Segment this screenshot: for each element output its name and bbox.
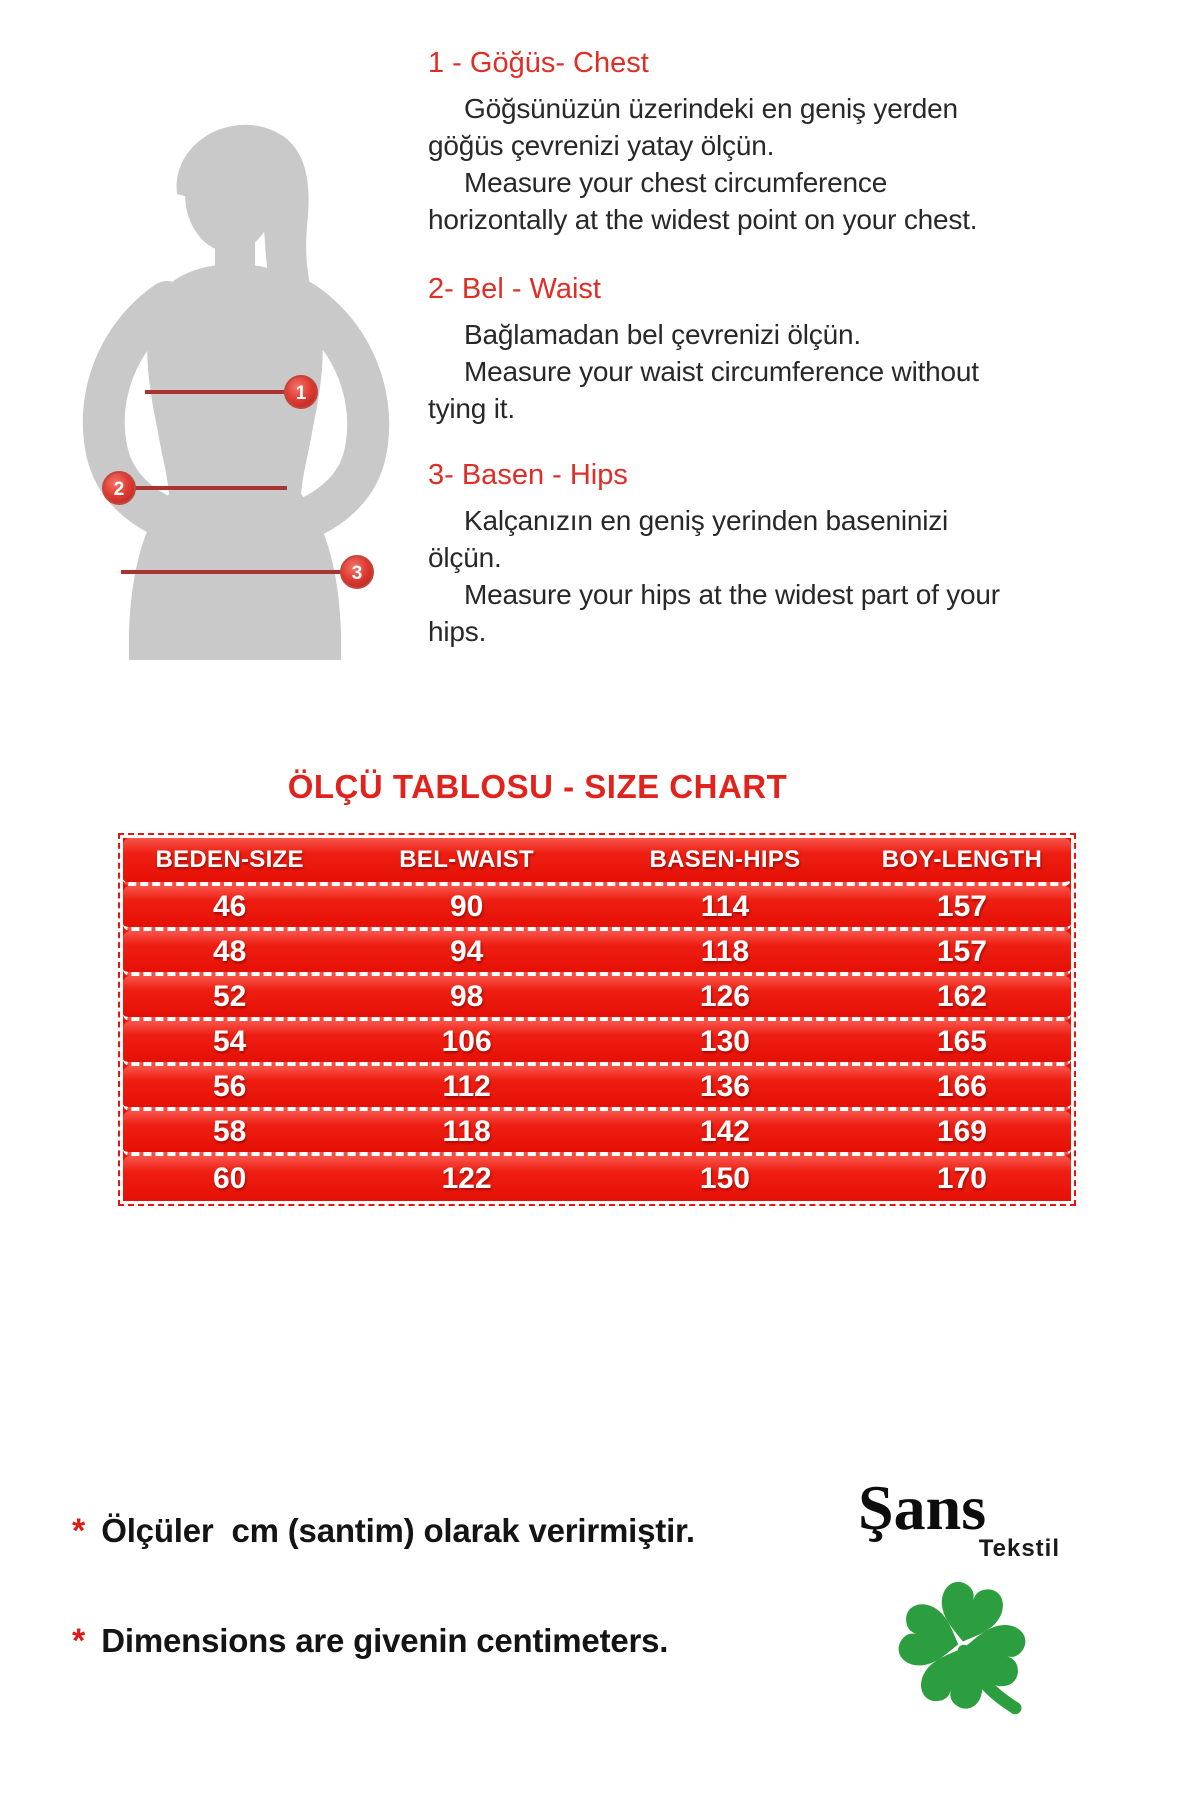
badge-2-label: 2: [113, 479, 125, 500]
note-cm-english: [72, 1622, 668, 1661]
cell-hips: 118: [700, 934, 750, 968]
cell-hips: 126: [699, 979, 750, 1013]
note-text-tr: Ölçüler cm (santim) olarak verirmiştir.: [101, 1512, 695, 1549]
cell-waist: 94: [449, 934, 484, 968]
cell-waist: 122: [441, 1161, 492, 1195]
brand-logo: [858, 1474, 1066, 1729]
cell-hips: 136: [699, 1069, 750, 1103]
hips-instructions-en: Measure your hips at the widest part of your hips.: [428, 579, 1000, 647]
cell-length: 157: [936, 934, 987, 968]
note-text-en: Dimensions are givenin centimeters.: [101, 1622, 669, 1659]
cell-hips: 150: [699, 1161, 750, 1195]
col-header-waist: BEL-WAIST: [399, 846, 534, 873]
badge-3-label: 3: [351, 563, 363, 584]
cell-waist: 98: [449, 979, 484, 1013]
waist-instructions-en: Measure your waist circumference without tying it.: [428, 356, 979, 424]
table-row: [123, 1156, 1071, 1201]
cell-size: 60: [212, 1161, 247, 1195]
cell-size: 48: [212, 934, 247, 968]
guide-section-hips: [428, 458, 1006, 650]
note-cm-turkish: [72, 1512, 695, 1551]
asterisk: *: [72, 1622, 86, 1660]
col-header-size: BEDEN-SIZE: [155, 846, 304, 873]
cell-size: 52: [212, 979, 247, 1013]
size-table-body: [123, 838, 1071, 1201]
cell-size: 58: [212, 1114, 247, 1148]
badge-1-label: 1: [295, 383, 307, 404]
table-row: [123, 1021, 1071, 1066]
cell-hips: 114: [700, 889, 750, 923]
cell-hips: 130: [699, 1024, 750, 1058]
cell-length: 166: [936, 1069, 987, 1103]
asterisk: *: [72, 1512, 86, 1550]
size-chart-title: ÖLÇÜ TABLOSU - SIZE CHART: [287, 768, 788, 805]
cell-size: 54: [212, 1024, 247, 1058]
table-row: [123, 976, 1071, 1021]
size-table: [118, 833, 1076, 1206]
waist-heading: 2- Bel - Waist: [428, 273, 601, 305]
cell-length: 169: [936, 1114, 987, 1148]
guide-section-waist: [428, 272, 1006, 427]
col-header-length: BOY-LENGTH: [881, 846, 1043, 873]
guide-section-chest: [428, 46, 1006, 238]
table-row: [123, 886, 1071, 931]
cell-size: 56: [212, 1069, 247, 1103]
four-leaf-clover-icon: [887, 1571, 1037, 1729]
size-table-header-row: [123, 838, 1071, 886]
cell-waist: 90: [449, 889, 484, 923]
table-row: [123, 1111, 1071, 1156]
cell-waist: 106: [441, 1024, 492, 1058]
cell-waist: 112: [442, 1069, 491, 1103]
cell-hips: 142: [699, 1114, 750, 1148]
cell-length: 157: [936, 889, 987, 923]
col-header-hips: BASEN-HIPS: [649, 846, 801, 873]
cell-waist: 118: [442, 1114, 491, 1148]
table-row: [123, 1066, 1071, 1111]
brand-subtitle: Tekstil: [978, 1535, 1060, 1563]
table-row: [123, 931, 1071, 976]
brand-name: Şans: [858, 1472, 987, 1543]
chest-instructions-en: Measure your chest circumference horizontally at the widest point on your chest.: [428, 167, 978, 235]
measurement-figure: [55, 112, 415, 660]
cell-length: 170: [936, 1161, 987, 1195]
cell-size: 46: [212, 889, 247, 923]
chest-instructions-tr: Göğsünüzün üzerindeki en geniş yerden göğüs çevrenizi yatay ölçün.: [428, 93, 958, 161]
cell-length: 162: [936, 979, 987, 1013]
cell-length: 165: [936, 1024, 987, 1058]
hips-heading: 3- Basen - Hips: [428, 459, 628, 491]
waist-instructions-tr: Bağlamadan bel çevrenizi ölçün.: [464, 319, 861, 350]
hips-instructions-tr: Kalçanızın en geniş yerinden baseninizi ölçün.: [428, 505, 949, 573]
chest-heading: 1 - Göğüs- Chest: [428, 47, 649, 79]
